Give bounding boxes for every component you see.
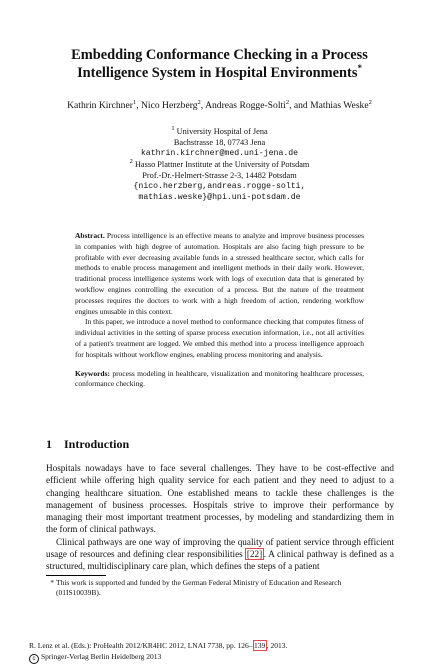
citation-link[interactable]: [22]: [246, 549, 263, 560]
affiliation-2-email-1: {nico.herzberg,andreas.rogge-solti,: [133, 182, 306, 191]
body-paragraph-2: [46, 536, 394, 573]
affiliation-1-email: kathrin.kirchner@med.uni-jena.de: [140, 149, 299, 158]
abstract: [75, 231, 364, 390]
footnote: [46, 578, 394, 598]
last-page-link[interactable]: 139: [254, 641, 266, 650]
footnote-rule: [46, 575, 106, 576]
author-affil-mark: 2: [368, 98, 372, 106]
copyright-line: [29, 652, 409, 664]
affiliation-2-line: Hasso Plattner Institute at the University of Potsdam: [134, 160, 310, 169]
author-name: Kathrin Kirchner: [67, 100, 133, 111]
footnote-line-1: This work is supported and funded by the German Federal Ministry of Education and Research: [56, 578, 342, 587]
footnote-mark: *: [50, 578, 54, 587]
body-paragraph-1: Hospitals nowadays have to face several challenges. They have to be cost-effective and efficient while offering high quality service for each patient and they need to adjust to a changing healthcare situation. One established means to tackle these challenges is the management of business processes. Hospitals strive to improve their performance by managing their most important treatment processes, by modeling and standardizing them in the form of clinical pathways.: [46, 463, 394, 535]
affiliation-1-name: [40, 126, 399, 137]
author-name: Andreas Rogge-Solti: [205, 100, 286, 111]
body-paragraph-2-text: Clinical pathways are one way of improving the quality of patient service through efficient usage of resources and defining clear responsibilities: [46, 536, 394, 560]
affiliation-2-mark: 2: [129, 158, 133, 166]
affiliation-1-address: Bachstrasse 18, 07743 Jena: [173, 138, 266, 147]
abstract-paragraph-1: [75, 231, 364, 317]
section-title: Introduction: [64, 437, 130, 451]
footnote-line-2: (01IS10039B).: [56, 588, 101, 597]
title-line-2: Intelligence System in Hospital Environments: [77, 65, 358, 81]
abstract-paragraph-2: In this paper, we introduce a novel method to conformance checking that computes fitness of individual activities in the setting of sparse process execution information, i.e., not all activities of a patient's treatment are logged. We embed this method into a process intelligence approach for hospitals without workflow engines, enabling process monitoring and analysis.: [75, 317, 364, 359]
author-affil-mark: 2: [197, 98, 201, 106]
affiliation-1-line: University Hospital of Jena: [176, 127, 268, 136]
affiliation-1-mark: 1: [171, 125, 175, 133]
copyright-icon: c: [29, 654, 39, 664]
title-footnote-mark: *: [357, 63, 362, 74]
abstract-text-1: Process intelligence is an effective means to analyze and improve business processes in companies with high degree of automation. Hospitals are also facing high pressure to be profitable with ever decreasing available funds in a stressed healthcare sector, which calls for methods to enable process management and intelligent methods in their daily work. However, traditional process intelligence systems work with logs of execution data that is generated by workflow engines controlling the execution of a process. But the nature of the treatment processes requires the doctors to work with a high freedom of action, rendering workflow engines unusable in this context.: [75, 231, 364, 316]
body-text: [46, 462, 394, 573]
copyright-text: Springer-Verlag Berlin Heidelberg 2013: [41, 652, 162, 661]
author-affil-mark: 2: [285, 98, 290, 106]
publication-info-text: R. Lenz et al. (Eds.): ProHealth 2012/KR4HC 2012, LNAI 7738, pp. 126–: [29, 641, 253, 650]
section-heading: [46, 437, 129, 452]
keywords-label: Keywords:: [75, 368, 110, 378]
author-name: Mathias Weske: [310, 100, 369, 111]
author-affil-mark: 1: [132, 98, 137, 106]
abstract-label: Abstract.: [75, 231, 105, 240]
paper-title: [40, 46, 399, 82]
keywords-text: process modeling in healthcare, visualization and monitoring healthcare processes, conformance checking.: [75, 368, 364, 389]
title-line-1: Embedding Conformance Checking in a Process: [71, 47, 368, 63]
affiliation-2-name: [40, 159, 399, 170]
author-name: Nico Herzberg: [140, 100, 198, 111]
keywords: [75, 369, 364, 391]
affiliation-2-address: Prof.-Dr.-Helmert-Strasse 2-3, 14482 Potsdam: [142, 171, 297, 180]
publication-info-year: , 2013.: [266, 641, 288, 650]
section-number: 1: [46, 437, 52, 451]
body-paragraph-2-text-end: . A clinical pathway is defined as a structured, multidisciplinary care plan, which defines the steps of a patient: [46, 549, 394, 572]
author-list: Kathrin Kirchner$^1$, Nico Herzberg$^2$, Andreas Rogge-Solti$^2$, and Mathias Weske$^2$: [67, 98, 372, 111]
affiliation-2-email-2: mathias.weske}@hpi.uni-potsdam.de: [138, 193, 301, 202]
publication-info: [29, 641, 409, 651]
